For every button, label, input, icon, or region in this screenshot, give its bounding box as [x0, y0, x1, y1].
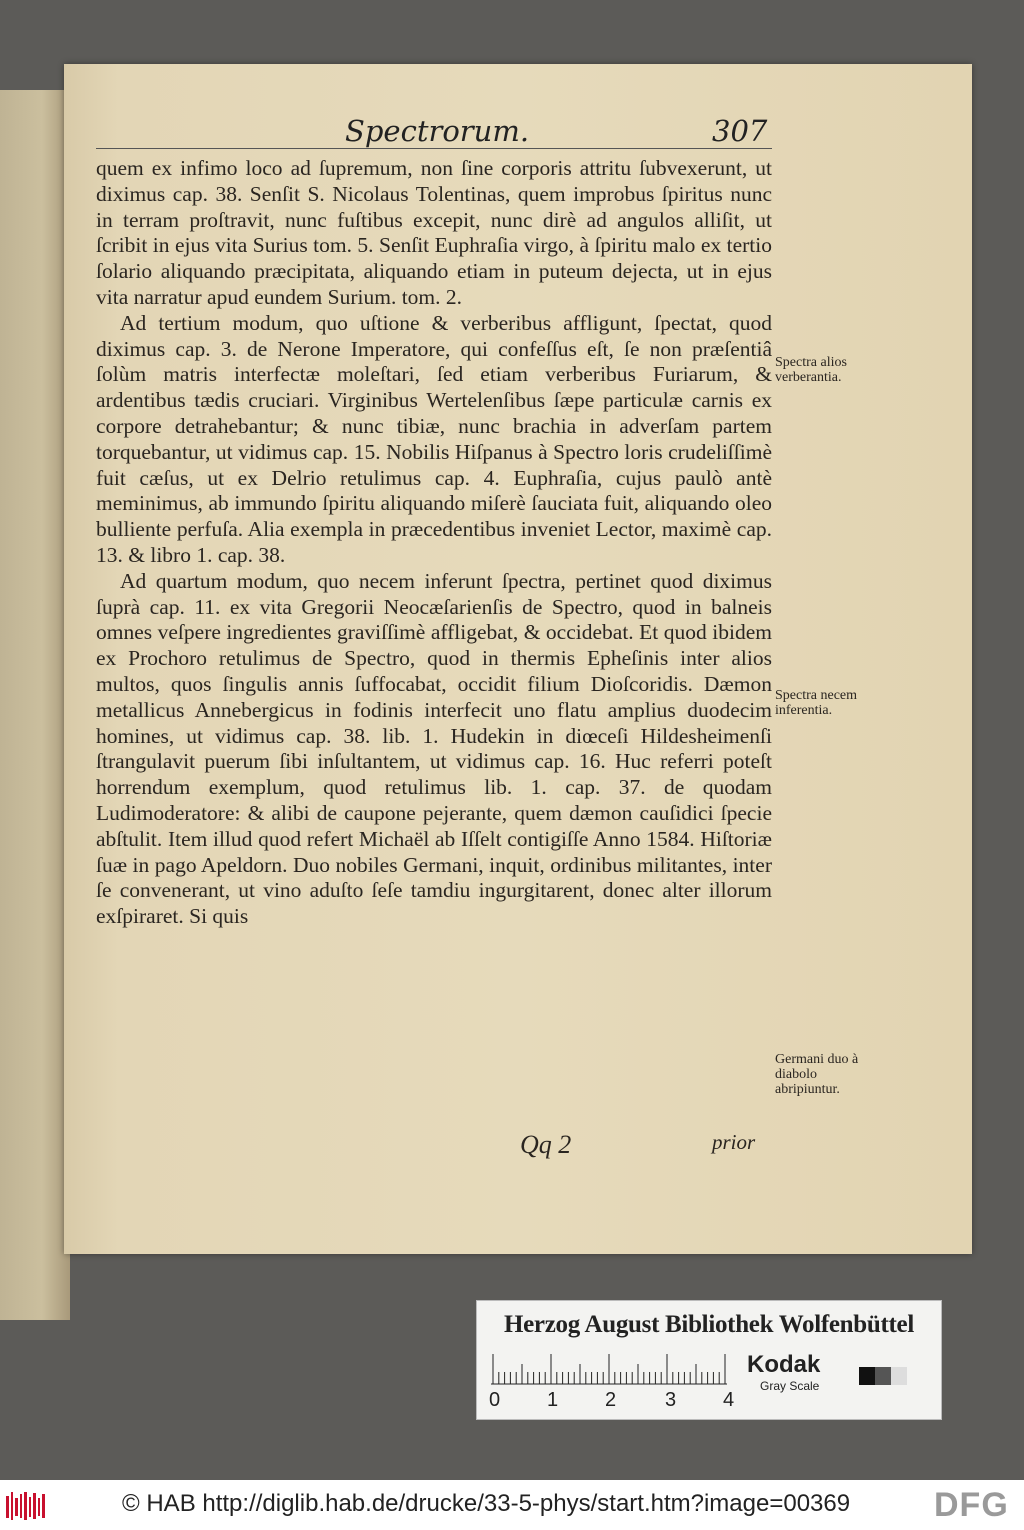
signature-mark: Qq 2	[520, 1130, 572, 1159]
header-rule	[96, 148, 772, 149]
body-text	[96, 156, 772, 930]
hab-barcode-logo	[6, 1492, 48, 1520]
gray-scale-label: Gray Scale	[760, 1379, 820, 1393]
page-number: 307	[712, 114, 768, 148]
ruler-number: 0	[489, 1389, 501, 1411]
footer-bar	[0, 1480, 1024, 1530]
copyright-link[interactable]: © HAB http://diglib.hab.de/drucke/33-5-phys/start.htm?image=00369	[122, 1490, 851, 1517]
ruler-numbers	[485, 1389, 745, 1413]
ruler-number: 1	[547, 1389, 559, 1411]
margin-note-1: Spectra alios verberantia.	[775, 355, 847, 385]
ruler-scale	[491, 1353, 731, 1385]
gray-swatch	[859, 1367, 907, 1385]
library-name: Herzog August Bibliothek Wolfenbüttel	[503, 1311, 914, 1338]
margin-note-2: Spectra necem inferentia.	[775, 688, 858, 718]
ruler-number: 2	[605, 1389, 617, 1411]
ruler-number: 4	[723, 1389, 735, 1411]
paragraph-3: Ad quartum modum, quo necem inferunt ſpectra, pertinet quod diximus ſuprà cap. 11. ex vita Gregorii Neocæſarienſis de Spectro, quod in balneis omnes veſpere ingredientes graviſſimè affligebat, & occidebat. Et quod ibidem ex Prochoro retulimus de Spectro, quod in thermis Epheſinis inter alios multos, quos ſingulis annis ſuffocabat, occidit filium Dioſcoridis. Dæmon metallicus Annebergicus in fodinis interfecit uno flatu amplius duodecim homines, ut vidimus cap. 38. lib. 1. Hudekin in diœceſi Hildesheimenſi ſtrangulavit puerum ſibi inſultantem, ut vidimus cap. 16. Huc referri poteſt horrendum exemplum, quod retulimus lib. 1. cap. 37. de quodam Ludimoderatore: & alibi de caupone pejerante, quem dæmon cauſidici ſpecie abſtulit. Item illud quod refert Michaël ab Iſſelt contigiſſe Anno 1584. Hiſtoriæ ſuæ in pago Apeldorn. Duo nobiles Germani, inquit, ordinibus militantes, inter ſe convenerant, ut vino aduſto ſeſe tamdiu ingurgitarent, donec alter illorum exſpiraret. Si quis	[96, 568, 772, 929]
margin-note-3: Germani duo à diabolo abripiuntur.	[775, 1052, 859, 1097]
kodak-logo: Kodak	[747, 1351, 821, 1378]
catchword: prior	[712, 1130, 756, 1154]
running-head: Spectrorum.	[345, 114, 530, 148]
previous-page-edge	[0, 90, 70, 1320]
paragraph-2: Ad tertium modum, quo uſtione & verberibus affligunt, ſpectat, quod diximus cap. 3. de Nerone Imperatore, qui confeſſus eſt, ſe non præſentiâ ſolùm matris interfectæ moleſtari, ſed etiam verberibus Furiarum, & ardentibus tædis cruciari. Virginibus Wertelenſibus ſæpe particulæ carnis ex corpore detrahebantur; & nunc tibiæ, nunc brachia in adverſam partem torquebantur, ut vidimus cap. 15. Nobilis Hiſpanus à Spectro loris crudeliſſimè fuit cæſus, ut ex Delrio retulimus cap. 4. Euphraſia, cujus paulò antè meminimus, ab immundo ſpiritu aliquando miſerè ſauciata fuit, aliquando oleo bulliente perfuſa. Alia exempla in præcedentibus inveniet Lector, maximè cap. 13. & libro 1. cap. 38.	[96, 310, 772, 567]
color-target-card	[476, 1300, 942, 1420]
dfg-logo: DFG	[934, 1486, 1009, 1524]
paragraph-1: quem ex infimo loco ad ſupremum, non ſine corporis attritu ſubvexerunt, ut diximus cap. 38. Senſit S. Nicolaus Tolentinas, quem improbus ſpiritus nunc in terram proſtravit, nunc fuſtibus excepit, nunc dirè ad angulos alliſit, ut ſcribit in ejus vita Surius tom. 5. Senſit Euphraſia virgo, à ſpiritu malo ex tertio ſolario aliquando præcipitata, aliquando etiam in puteum dejecta, ut in ejus vita narratur apud eundem Surium. tom. 2.	[96, 156, 772, 309]
ruler-number: 3	[665, 1389, 677, 1411]
